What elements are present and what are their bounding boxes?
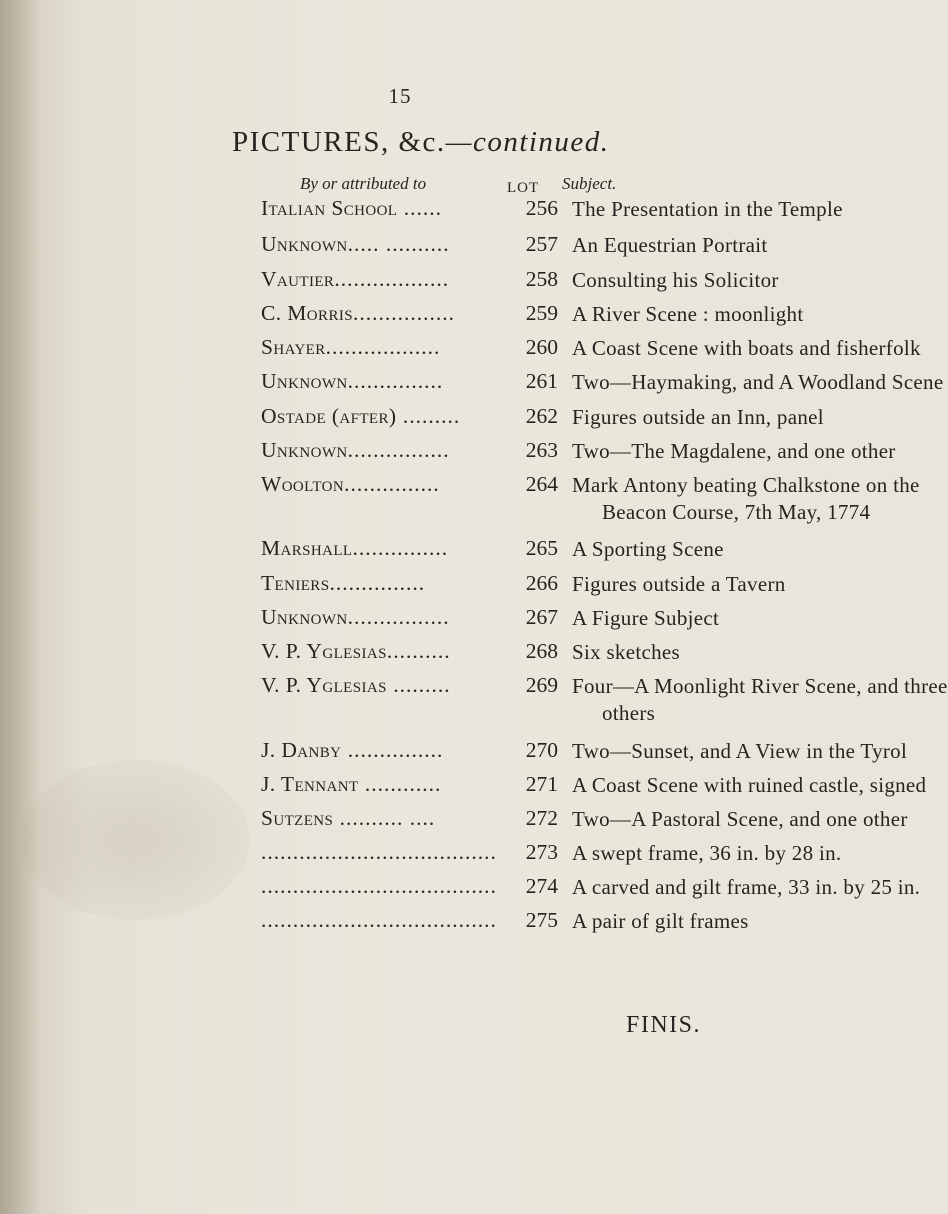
artist-cell: [261, 267, 553, 292]
subject-line: A Coast Scene with ruined castle, signed: [572, 773, 927, 797]
artist-name: V. P. Yglesias: [261, 639, 387, 663]
leader-dots: ...............: [344, 472, 440, 496]
leader-dots: ..........: [386, 639, 451, 663]
finis-mark: FINIS.: [626, 1012, 702, 1038]
lot-number: 256: [525, 196, 558, 220]
artist-cell: [261, 772, 553, 797]
leader-dots: ................: [347, 438, 450, 462]
subject-cell: [572, 908, 794, 935]
leader-dots: ..................: [334, 267, 450, 291]
subject-cell: [572, 605, 794, 632]
artist-name: J. Tennant: [261, 772, 359, 796]
subject-line: Consulting his Solicitor: [572, 268, 779, 292]
catalogue-entry: [0, 673, 948, 725]
subject-cell: [572, 301, 804, 328]
lot-number: 269: [525, 673, 558, 697]
subject-line: A Coast Scene with boats and fisherfolk: [572, 336, 921, 360]
lot-number: 274: [525, 874, 558, 898]
catalogue-entry: [0, 806, 908, 836]
artist-name: Unknown: [261, 232, 348, 256]
artist-cell: [261, 196, 553, 221]
lot-number: 270: [525, 738, 558, 762]
leader-dots: ..... ..........: [347, 232, 450, 256]
subject-line: The Presentation in the Temple: [572, 197, 843, 221]
subject-line: Figures outside an Inn, panel: [572, 405, 824, 429]
catalogue-entry: [0, 267, 800, 297]
subject-line: Two—Haymaking, and A Woodland Scene: [572, 370, 944, 394]
lot-number: 260: [525, 335, 558, 359]
subject-cell: [572, 472, 920, 526]
artist-name: Italian School: [261, 196, 398, 220]
lot-number: 272: [525, 806, 558, 830]
artist-name: Woolton: [261, 472, 345, 496]
artist-name: Marshall: [261, 536, 353, 560]
column-header-subject: Subject.: [562, 174, 617, 193]
subject-cell: [572, 840, 842, 867]
subject-line: An Equestrian Portrait: [572, 233, 768, 257]
catalogue-entry: [0, 536, 800, 566]
artist-cell: [261, 840, 553, 865]
leader-dots: .....................................: [261, 908, 497, 932]
lot-number: 259: [525, 301, 558, 325]
leader-dots: .....................................: [261, 874, 497, 898]
subject-cell: [572, 196, 843, 223]
lot-number: 261: [525, 369, 558, 393]
artist-name: Ostade (after): [261, 404, 397, 428]
artist-cell: [261, 472, 553, 497]
artist-cell: [261, 335, 553, 360]
artist-cell: [261, 369, 553, 394]
artist-cell: [261, 571, 553, 596]
subject-cell: [572, 404, 824, 431]
artist-name: C. Morris: [261, 301, 353, 325]
catalogue-entry: [0, 196, 843, 226]
artist-cell: [261, 908, 553, 933]
subject-cell: [572, 772, 927, 799]
artist-cell: [261, 438, 553, 463]
page-number: 15: [388, 84, 412, 108]
catalogue-entry: [0, 335, 921, 365]
lot-number: 266: [525, 571, 558, 595]
page-heading: [232, 126, 610, 159]
catalogue-entry: [0, 301, 804, 331]
subject-line: others: [602, 701, 656, 725]
subject-line: A River Scene : moonlight: [572, 302, 804, 326]
subject-line: Figures outside a Tavern: [572, 572, 786, 596]
artist-cell: [261, 232, 553, 257]
artist-cell: [261, 536, 553, 561]
catalogue-entry: [0, 772, 927, 802]
catalogue-entry: [0, 639, 800, 669]
lot-number: 264: [525, 472, 558, 496]
catalogue-entry: [0, 874, 921, 904]
artist-name: J. Danby: [261, 738, 342, 762]
artist-name: Vautier: [261, 267, 335, 291]
leader-dots: ...............: [352, 536, 449, 560]
subject-line: A Sporting Scene: [572, 537, 724, 561]
lot-number: 265: [525, 536, 558, 560]
subject-cell: [572, 335, 921, 362]
leader-dots: .....................................: [261, 840, 497, 864]
catalogue-entry: [0, 232, 800, 262]
leader-dots: ......: [397, 196, 442, 220]
artist-cell: [261, 605, 553, 630]
catalogue-entry: [0, 571, 800, 601]
subject-cell: [572, 369, 944, 396]
catalogue-entry: [0, 605, 800, 635]
leader-dots: ............: [358, 772, 442, 796]
subject-line: Two—Sunset, and A View in the Tyrol: [572, 739, 908, 763]
leader-dots: ................: [347, 605, 450, 629]
leader-dots: ..................: [325, 335, 441, 359]
artist-cell: [261, 301, 553, 326]
catalogue-entry: [0, 369, 944, 399]
catalogue-entry: [0, 908, 800, 938]
artist-cell: [261, 639, 553, 664]
column-header-artist: By or attributed to: [300, 174, 427, 193]
leader-dots: .......... ....: [333, 806, 436, 830]
lot-number: 262: [525, 404, 558, 428]
artist-cell: [261, 806, 553, 831]
lot-number: 273: [525, 840, 558, 864]
artist-name: V. P. Yglesias: [261, 673, 387, 697]
subject-line: Mark Antony beating Chalkstone on the: [572, 473, 920, 497]
subject-cell: [572, 673, 948, 727]
artist-name: Unknown: [261, 605, 348, 629]
leader-dots: ...............: [341, 738, 444, 762]
subject-line: A pair of gilt frames: [572, 909, 749, 933]
lot-number: 268: [525, 639, 558, 663]
leader-dots: ................: [353, 301, 455, 325]
subject-cell: [572, 738, 908, 765]
subject-line: Beacon Course, 7th May, 1774: [602, 500, 871, 524]
artist-cell: [261, 404, 553, 429]
lot-number: 271: [525, 772, 558, 796]
column-header-lot: LOT: [507, 180, 540, 196]
catalogue-entry: [0, 472, 920, 524]
lot-number: 263: [525, 438, 558, 462]
subject-line: Six sketches: [572, 640, 681, 664]
catalogue-entry: [0, 404, 824, 434]
artist-cell: [261, 738, 553, 763]
lot-number: 275: [525, 908, 558, 932]
artist-name: Unknown: [261, 369, 348, 393]
subject-cell: [572, 232, 794, 259]
lot-number: 258: [525, 267, 558, 291]
subject-cell: [572, 267, 794, 294]
subject-line: Four—A Moonlight River Scene, and three: [572, 674, 948, 698]
artist-name: Sutzens: [261, 806, 334, 830]
lot-number: 257: [525, 232, 558, 256]
subject-cell: [572, 874, 921, 901]
subject-line: A Figure Subject: [572, 606, 720, 630]
lot-number: 267: [525, 605, 558, 629]
catalogue-entry: [0, 438, 896, 468]
heading-title: PICTURES, &c.: [232, 126, 446, 158]
leader-dots: .........: [386, 673, 451, 697]
artist-name: Unknown: [261, 438, 348, 462]
subject-cell: [572, 571, 794, 598]
artist-name: Teniers: [261, 571, 330, 595]
heading-continued: —continued.: [445, 126, 610, 158]
subject-line: A swept frame, 36 in. by 28 in.: [572, 841, 842, 865]
artist-cell: [261, 874, 553, 899]
subject-line: A carved and gilt frame, 33 in. by 25 in.: [572, 875, 921, 899]
subject-cell: [572, 536, 794, 563]
leader-dots: ...............: [347, 369, 444, 393]
artist-name: Shayer: [261, 335, 326, 359]
subject-line: Two—A Pastoral Scene, and one other: [572, 807, 908, 831]
catalogue-entry: [0, 738, 908, 768]
subject-line: Two—The Magdalene, and one other: [572, 439, 896, 463]
artist-cell: [261, 673, 553, 698]
leader-dots: .........: [396, 404, 461, 428]
subject-cell: [572, 806, 908, 833]
catalogue-entry: [0, 840, 842, 870]
subject-cell: [572, 639, 794, 666]
leader-dots: ...............: [329, 571, 426, 595]
subject-cell: [572, 438, 896, 465]
